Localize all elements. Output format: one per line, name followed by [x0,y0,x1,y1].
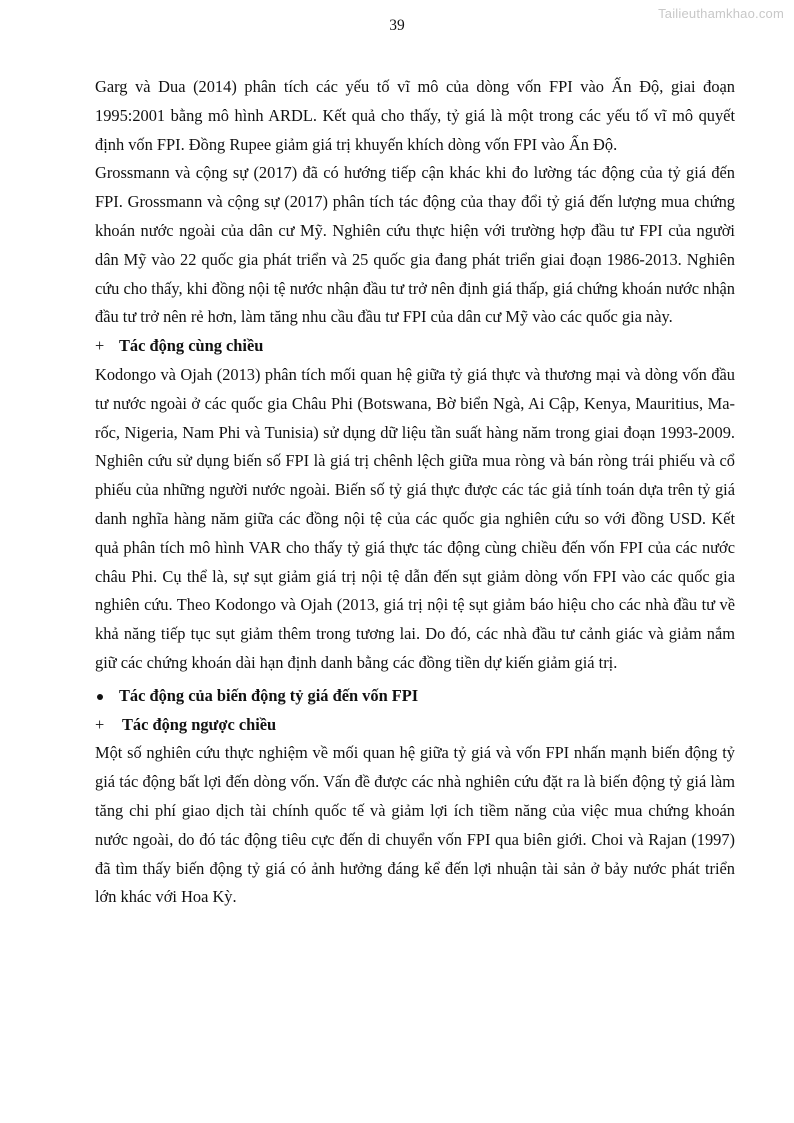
watermark: Tailieuthamkhao.com [658,6,784,21]
bullet-heading-volatility [95,682,735,711]
plus-marker: + [95,336,105,356]
paragraph-garg-dua: Garg và Dua (2014) phân tích các yếu tố vĩ mô của dòng vốn FPI vào Ấn Độ, giai đoạn 1995:2001 bằng mô hình ARDL. Kết quả cho thấy, tỷ giá là một trong các yếu tố vĩ mô quyết định vốn FPI. Đồng Rupee giảm giá trị khuyến khích dòng vốn FPI vào Ấn Độ. [95,77,735,154]
paragraph-empirical-studies: Một số nghiên cứu thực nghiệm về mối quan hệ giữa tỷ giá và vốn FPI nhấn mạnh biến động tỷ giá tác động bất lợi đến dòng vốn. Vấn đề được các nhà nghiên cứu đặt ra là biến động tỷ giá làm tăng chi phí giao dịch tài chính quốc tế và giảm lợi ích tiềm năng của việc mua chứng khoán nước ngoài, do đó tác động tiêu cực đến di chuyển vốn FPI qua biên giới. Choi và Rajan (1997) đã tìm thấy biến động tỷ giá có ảnh hưởng đáng kể đến lợi nhuận tài sản ở bảy nước phát triển lớn khác với Hoa Kỳ. [95,743,735,907]
subheading-opposite-direction [95,711,735,740]
bullet-heading-text: Tác động của biến động tỷ giá đến vốn FPI [119,685,419,705]
page-number: 39 [389,17,405,34]
paragraph-kodongo-ojah: Kodongo và Ojah (2013) phân tích mối quan hệ giữa tỷ giá thực và thương mại và dòng vốn đầu tư nước ngoài ở các quốc gia Châu Phi (Botswana, Bờ biển Ngà, Ai Cập, Kenya, Mauritius, Ma-rốc, Nigeria, Nam Phi và Tunisia) sử dụng dữ liệu tần suất hàng năm trong giai đoạn 1993-2009. Nghiên cứu sử dụng biến số FPI là giá trị chênh lệch giữa mua ròng và bán ròng trái phiếu và cổ phiếu của những người nước ngoài. Biến số tỷ giá thực được các tác giả tính toán dựa trên tỷ giá danh nghĩa hàng năm giữa các đồng nội tệ của các quốc gia nghiên cứu so với đồng USD. Kết quả phân tích mô hình VAR cho thấy tỷ giá thực tác động cùng chiều đến vốn FPI của các nước châu Phi. Cụ thể là, sự sụt giảm giá trị nội tệ dẫn đến sụt giảm dòng vốn FPI vào các quốc gia nghiên cứu. Theo Kodongo và Ojah (2013, giá trị nội tệ sụt giảm báo hiệu cho các nhà đầu tư về khả năng tiếp tục sụt giảm thêm trong tương lai. Do đó, các nhà đầu tư cảnh giác và giảm nắm giữ các chứng khoán dài hạn định danh bằng các đồng tiền dự kiến giảm giá trị. [95,364,735,672]
subheading-text: Tác động ngược chiều [122,714,277,734]
subheading-text: Tác động cùng chiều [119,336,264,356]
document-body [95,73,735,912]
bullet-icon [95,682,119,711]
paragraph-grossmann: Grossmann và cộng sự (2017) đã có hướng tiếp cận khác khi đo lường tác động của tỷ giá đến FPI. Grossmann và cộng sự (2017) phân tích tác động của thay đổi tỷ giá đến lượng mua chứng khoán nước ngoài của dân cư Mỹ. Nghiên cứu thực hiện với trường hợp đầu tư FPI của người dân Mỹ vào 22 quốc gia phát triển và 25 quốc gia đang phát triển giai đoạn 1986-2013. Nghiên cứu cho thấy, khi đồng nội tệ nước nhận đầu tư trở nên định giá thấp, giá chứng khoán nước nhận đầu tư trở nên rẻ hơn, làm tăng nhu cầu đầu tư FPI của dân cư Mỹ vào các quốc gia này. [95,163,735,327]
plus-marker: + [95,714,105,734]
subheading-same-direction [95,332,735,361]
